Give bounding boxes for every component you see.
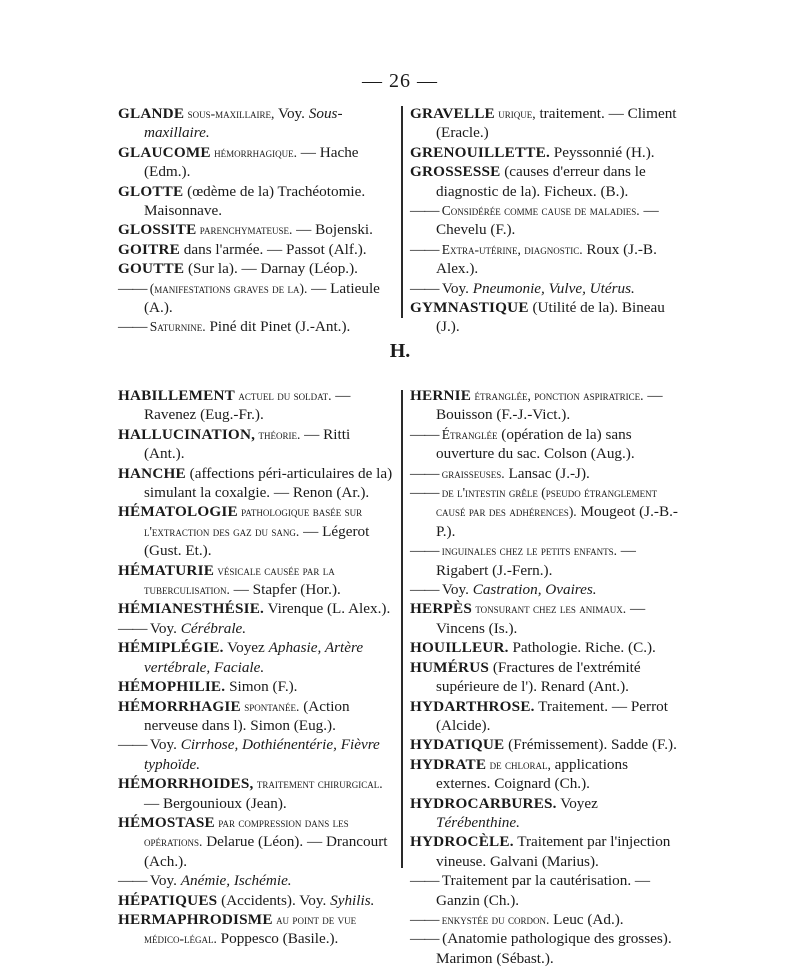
entry-text: — Bergounioux (Jean). bbox=[144, 794, 287, 812]
index-entry bbox=[410, 755, 682, 794]
entry-descriptor: Étranglée bbox=[438, 426, 498, 442]
headword: HÉMOSTASE bbox=[118, 813, 215, 831]
entry-text: — Ravenez (Eug.-Fr.). bbox=[144, 387, 351, 424]
entry-descriptor: spontanée. bbox=[240, 698, 300, 714]
index-entry bbox=[410, 279, 682, 298]
index-entry bbox=[118, 317, 393, 336]
entry-text: — Rigabert (J.-Fern.). bbox=[436, 542, 636, 579]
entry-descriptor: (manifestations graves de la). bbox=[146, 280, 308, 296]
index-entry bbox=[118, 104, 393, 143]
entry-text: Lansac (J.-J). bbox=[504, 464, 590, 482]
headword: HUMÉRUS bbox=[410, 658, 490, 676]
index-entry bbox=[118, 143, 393, 182]
entry-text: Traitement. — Perrot (Alcide). bbox=[436, 697, 668, 734]
column-divider-top bbox=[401, 106, 403, 318]
entry-text: — Vincens (Is.). bbox=[436, 600, 646, 637]
entry-text: traitement. — Climent (Eracle.) bbox=[436, 105, 677, 142]
index-entry bbox=[410, 910, 682, 929]
index-entry bbox=[118, 425, 393, 464]
index-entry bbox=[410, 162, 682, 201]
entry-descriptor: Considérée comme cause de maladies. bbox=[438, 203, 640, 219]
entry-descriptor: par compression dans les opérations. bbox=[144, 814, 349, 850]
headword: —— bbox=[410, 910, 439, 928]
entry-text: Traitement par la cautérisation. — Ganzin (Ch.). bbox=[436, 872, 651, 909]
entry-text: — Chevelu (F.). bbox=[436, 202, 659, 239]
index-entry bbox=[410, 794, 682, 833]
headword: —— bbox=[410, 425, 439, 443]
index-entry bbox=[118, 464, 393, 503]
headword: HÉMORRHOIDES, bbox=[118, 775, 254, 793]
headword: HALLUCINATION, bbox=[118, 425, 256, 443]
entry-descriptor: tonsurant chez les animaux. bbox=[471, 601, 627, 617]
index-entry bbox=[118, 619, 393, 638]
entry-text: Pathologie. Riche. (C.). bbox=[508, 639, 656, 657]
index-entry bbox=[410, 832, 682, 871]
index-entry bbox=[118, 502, 393, 560]
headword: HABILLEMENT bbox=[118, 387, 235, 404]
entry-text: Voyez bbox=[556, 794, 598, 812]
entry-descriptor: inguinales chez le petits enfants. bbox=[438, 543, 617, 559]
entry-text: Traitement par l'injection vineuse. Galvani (Marius). bbox=[436, 833, 671, 870]
headword: HÉMIANESTHÉSIE. bbox=[118, 600, 265, 618]
index-entry bbox=[410, 483, 682, 541]
entry-text: Leuc (Ad.). bbox=[549, 910, 624, 928]
entry-text: Peyssonnié (H.). bbox=[549, 143, 655, 161]
index-entry bbox=[410, 464, 682, 483]
entry-text: Voy. bbox=[438, 581, 473, 599]
headword: —— bbox=[410, 542, 439, 560]
index-entry bbox=[118, 259, 393, 278]
entry-text: (Fractures de l'extrémité supérieure de l'). Renard (Ant.). bbox=[436, 658, 641, 696]
index-column-left-h bbox=[118, 386, 393, 949]
index-column-right-h bbox=[410, 386, 682, 968]
entry-text: (opération de la) sans ouverture du sac. Colson (Aug.). bbox=[436, 425, 635, 463]
headword: —— bbox=[410, 240, 439, 258]
index-entry bbox=[118, 774, 393, 813]
entry-text: applications externes. Coignard (Ch.). bbox=[436, 755, 629, 793]
entry-text: — Bouisson (F.-J.-Vict.). bbox=[436, 387, 663, 424]
entry-descriptor: sous-maxillaire, bbox=[184, 106, 275, 121]
headword: GLAUCOME bbox=[118, 143, 211, 161]
entry-text: Simon (F.). bbox=[225, 678, 298, 696]
entry-descriptor: parenchymateuse. bbox=[196, 222, 293, 238]
entry-text: (Frémissement). Sadde (F.). bbox=[504, 736, 677, 754]
headword: —— bbox=[118, 279, 147, 297]
entry-text: Virenque (L. Alex.). bbox=[264, 600, 391, 618]
headword: GOITRE bbox=[118, 240, 180, 258]
entry-descriptor: vésicale causée par la tuberculisation. bbox=[144, 562, 335, 598]
entry-text: Voy. bbox=[438, 279, 473, 297]
index-entry bbox=[410, 929, 682, 968]
index-entry bbox=[410, 201, 682, 240]
index-entry bbox=[410, 240, 682, 279]
headword: GRENOUILLETTE. bbox=[410, 143, 550, 161]
index-entry bbox=[410, 143, 682, 162]
entry-descriptor: enkystée du cordon. bbox=[438, 911, 550, 927]
index-entry bbox=[118, 677, 393, 696]
entry-text: dans l'armée. — Passot (Alf.). bbox=[179, 240, 367, 258]
entry-reference: Aphasie, Artère vertébrale, Faciale. bbox=[144, 639, 364, 676]
entry-reference: Castration, Ovaires. bbox=[472, 581, 597, 599]
entry-text: — Légerot (Gust. Et.). bbox=[144, 522, 370, 560]
index-entry bbox=[410, 386, 682, 425]
entry-text: (affections péri-articulaires de la) simulant la coxalgie. — Renon (Ar.). bbox=[144, 464, 393, 502]
column-divider-bottom bbox=[401, 390, 403, 868]
entry-text: (Accidents). Voy. bbox=[217, 891, 331, 909]
index-entry bbox=[410, 104, 682, 143]
entry-text: Piné dit Pinet (J.-Ant.). bbox=[205, 318, 351, 336]
headword: —— bbox=[118, 872, 147, 890]
entry-descriptor: de l'intestin grêle (pseudo étranglement causé par des adhérences). bbox=[436, 485, 658, 520]
index-entry bbox=[118, 910, 393, 949]
headword: —— bbox=[410, 581, 439, 599]
entry-reference: Cirrhose, Dothiénentérie, Fièvre typhoïde. bbox=[144, 736, 380, 773]
index-entry bbox=[118, 182, 393, 221]
entry-descriptor: graisseuses. bbox=[438, 465, 505, 481]
entry-text: — Bojenski. bbox=[292, 221, 373, 239]
index-column-right-top bbox=[410, 104, 682, 337]
index-entry bbox=[410, 298, 682, 337]
index-entry bbox=[118, 279, 393, 318]
entry-text: — Hache (Edm.). bbox=[144, 143, 359, 181]
index-entry bbox=[118, 386, 393, 425]
entry-descriptor: hémorrhagique. bbox=[210, 144, 297, 160]
entry-text: Delarue (Léon). — Drancourt (Ach.). bbox=[144, 833, 388, 870]
entry-reference: Anémie, Ischémie. bbox=[180, 872, 292, 890]
headword: HOUILLEUR. bbox=[410, 639, 509, 657]
index-entry bbox=[410, 425, 682, 464]
entry-text: Poppesco (Basile.). bbox=[216, 930, 339, 948]
entry-reference: Térébenthine. bbox=[436, 813, 520, 831]
entry-text: Voy. bbox=[146, 872, 181, 890]
entry-text: Voy. bbox=[146, 619, 181, 637]
index-entry bbox=[118, 891, 393, 910]
entry-descriptor: étranglée, ponction aspiratrice. bbox=[471, 388, 644, 403]
headword: HYDATIQUE bbox=[410, 736, 505, 754]
index-entry bbox=[118, 599, 393, 618]
headword: —— bbox=[118, 736, 147, 754]
index-entry bbox=[410, 735, 682, 754]
entry-descriptor: théorie. bbox=[255, 426, 301, 442]
headword: HERPÈS bbox=[410, 600, 472, 618]
headword: HÉMATOLOGIE bbox=[118, 503, 238, 521]
headword: —— bbox=[410, 464, 439, 482]
headword: GLOTTE bbox=[118, 182, 184, 200]
entry-descriptor: Extra-utérine, diagnostic. bbox=[438, 241, 583, 257]
entry-text: (Action nerveuse dans l). Simon (Eug.). bbox=[144, 697, 350, 734]
headword: HÉPATIQUES bbox=[118, 891, 218, 909]
entry-descriptor: Saturnine. bbox=[146, 319, 206, 335]
index-entry bbox=[410, 599, 682, 638]
index-entry bbox=[410, 580, 682, 599]
index-column-left-top bbox=[118, 104, 393, 337]
entry-reference: Cérébrale. bbox=[180, 619, 247, 637]
index-entry bbox=[410, 658, 682, 697]
index-entry bbox=[118, 697, 393, 736]
headword: HÉMOPHILIE. bbox=[118, 678, 226, 696]
headword: HYDROCARBURES. bbox=[410, 794, 557, 812]
headword: —— bbox=[410, 279, 439, 297]
entry-text: Voy. bbox=[146, 736, 181, 754]
headword: GLANDE bbox=[118, 105, 185, 122]
index-entry bbox=[118, 871, 393, 890]
index-entry bbox=[410, 541, 682, 580]
headword: GROSSESSE bbox=[410, 163, 501, 181]
entry-text: — Latieule (A.). bbox=[144, 279, 380, 317]
headword: HYDROCÈLE. bbox=[410, 833, 514, 851]
headword: HÉMIPLÉGIE. bbox=[118, 639, 224, 657]
index-entry bbox=[410, 697, 682, 736]
entry-descriptor: actuel du soldat. bbox=[234, 388, 332, 403]
headword: GYMNASTIQUE bbox=[410, 299, 529, 317]
headword: HERMAPHRODISME bbox=[118, 910, 273, 928]
headword: —— bbox=[410, 930, 439, 948]
headword: HANCHE bbox=[118, 464, 186, 482]
entry-text: (Utilité de la). Bineau (J.). bbox=[436, 299, 665, 336]
headword: —— bbox=[410, 484, 439, 502]
entry-descriptor: pathologique basée sur l'extraction des gaz du sang. bbox=[144, 504, 363, 539]
entry-descriptor: de chloral, bbox=[486, 756, 551, 772]
index-entry bbox=[410, 871, 682, 910]
entry-text: Voyez bbox=[223, 639, 269, 657]
entry-text: Roux (J.-B. Alex.). bbox=[436, 240, 657, 278]
entry-text: (causes d'erreur dans le diagnostic de la). Ficheux. (B.). bbox=[436, 163, 646, 200]
entry-text: (Sur la). — Darnay (Léop.). bbox=[184, 260, 358, 278]
entry-text: — Stapfer (Hor.). bbox=[229, 581, 341, 599]
entry-descriptor: urique, bbox=[494, 106, 536, 121]
entry-reference: Syhilis. bbox=[330, 891, 375, 909]
headword: GOUTTE bbox=[118, 260, 185, 278]
entry-text: Voy. bbox=[274, 105, 309, 122]
entry-text: — Ritti (Ant.). bbox=[144, 425, 351, 463]
index-entry bbox=[118, 561, 393, 600]
section-heading: H. bbox=[389, 340, 411, 362]
entry-text: Mougeot (J.-B.-P.). bbox=[436, 503, 678, 540]
index-entry bbox=[118, 735, 393, 774]
headword: —— bbox=[118, 318, 147, 336]
index-entry bbox=[118, 638, 393, 677]
headword: —— bbox=[118, 619, 147, 637]
headword: —— bbox=[410, 202, 439, 220]
headword: HYDARTHROSE. bbox=[410, 697, 535, 715]
index-entry bbox=[118, 813, 393, 871]
headword: HÉMORRHAGIE bbox=[118, 697, 241, 715]
index-entry bbox=[410, 638, 682, 657]
headword: GLOSSITE bbox=[118, 221, 197, 239]
headword: HYDRATE bbox=[410, 755, 487, 773]
headword: HÉMATURIE bbox=[118, 561, 215, 579]
entry-reference: Sous-maxillaire. bbox=[144, 105, 343, 142]
headword: GRAVELLE bbox=[410, 105, 495, 122]
entry-reference: Pneumonie, Vulve, Utérus. bbox=[472, 279, 635, 297]
entry-text: (œdème de la) Trachéotomie. Maisonnave. bbox=[144, 182, 366, 220]
index-entry bbox=[118, 220, 393, 239]
index-entry bbox=[118, 240, 393, 259]
entry-text: (Anatomie pathologique des grosses). Marimon (Sébast.). bbox=[436, 930, 672, 967]
entry-descriptor: traitement chirurgical. bbox=[253, 776, 383, 792]
headword: —— bbox=[410, 872, 439, 890]
headword: HERNIE bbox=[410, 387, 472, 404]
page-number: — 26 — bbox=[362, 70, 438, 92]
entry-descriptor: au point de vue médico-légal. bbox=[144, 911, 357, 947]
